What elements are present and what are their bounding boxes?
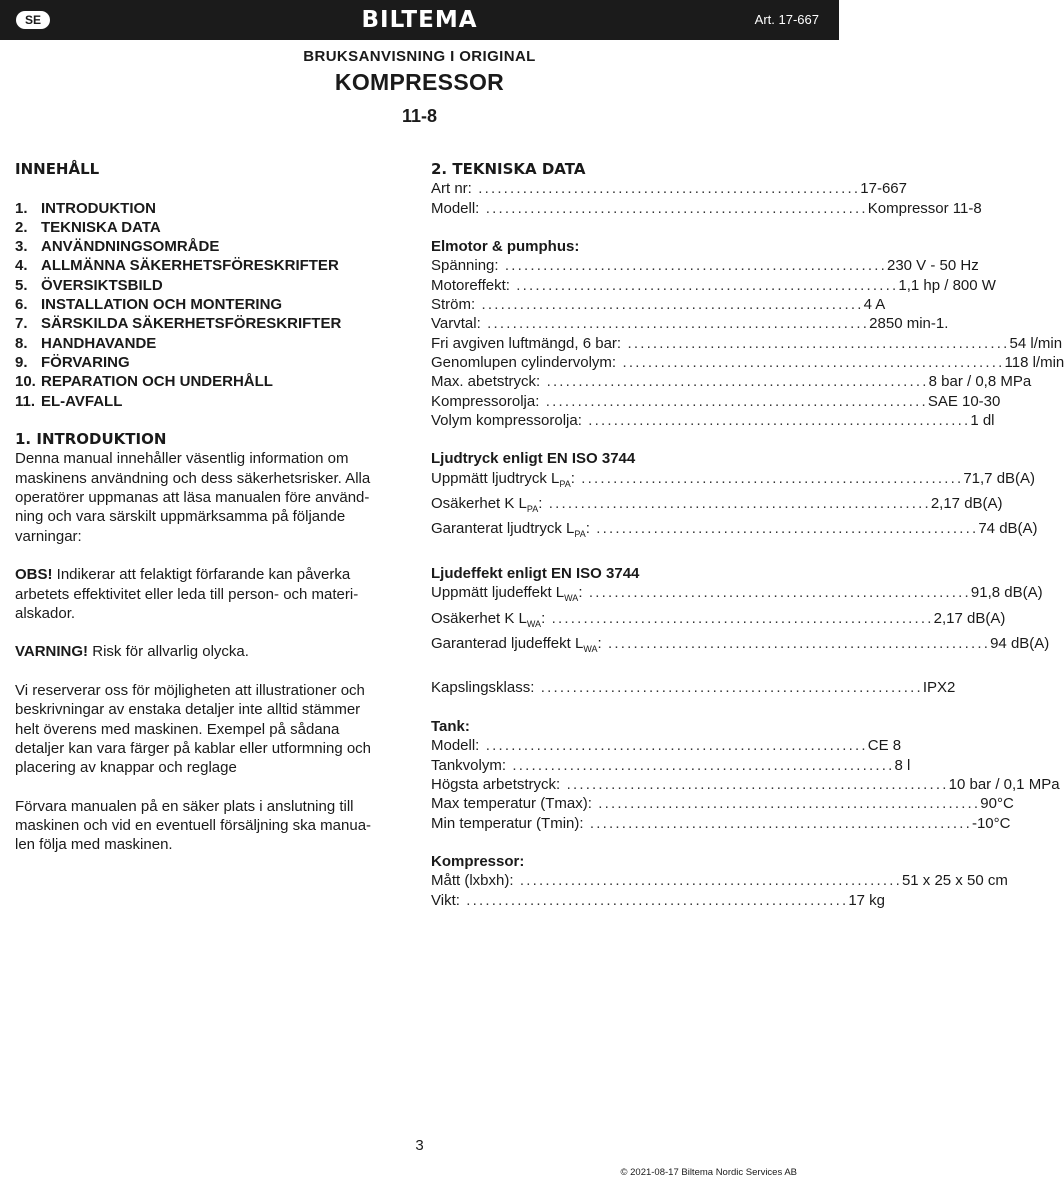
spec-label: [431, 276, 510, 295]
leader-dots: ............................................................: [513, 872, 902, 890]
toc-label: TEKNISKA DATA: [41, 218, 161, 236]
leader-dots: ............................................................: [480, 315, 870, 333]
toc-number: 3.: [15, 238, 28, 256]
toc-number: 2.: [15, 218, 28, 236]
document-model: 11-8: [401, 106, 438, 126]
spec-value: 90°C: [980, 795, 1014, 813]
spec-row: [431, 295, 886, 314]
spec-row: [431, 794, 1014, 813]
spec-row: [431, 353, 1064, 372]
text-line: helt överens med maskinen. Exempel på sådana: [15, 720, 340, 738]
spec-value: 4 A: [863, 296, 886, 314]
leader-dots: ............................................................: [581, 411, 971, 429]
spec-label: [431, 295, 475, 314]
spec-label-subscript: PA: [574, 529, 586, 540]
spec-label: [431, 411, 582, 430]
leader-dots: ............................................................: [589, 520, 979, 538]
leader-dots: ............................................................: [560, 775, 949, 793]
spec-label-text: Osäkerhet K L: [431, 495, 527, 513]
spec-label: [431, 372, 540, 391]
spec-value: 54 l/min: [1009, 334, 1063, 352]
spec-row: [431, 814, 1011, 833]
sound-power-heading: Ljudeffekt enligt EN ISO 3744: [431, 564, 640, 582]
leader-dots: ............................................................: [616, 353, 1005, 371]
spec-label: [431, 609, 545, 634]
spec-label-text: Vikt:: [431, 891, 460, 909]
obs-note: [15, 565, 410, 623]
text-line: maskinen och vid en eventuell försäljning ska manua-: [15, 817, 372, 835]
spec-label: [431, 314, 481, 333]
toc-label: SÄRSKILDA SÄKERHETSFÖRESKRIFTER: [41, 315, 342, 333]
spec-label-text: Art nr:: [431, 180, 472, 198]
spec-row: [431, 494, 1003, 519]
obs-text: arbetets effektivitet eller leda till person- och materi-: [15, 585, 359, 603]
toc-label: INTRODUKTION: [41, 199, 156, 217]
compressor-heading: Kompressor:: [431, 853, 525, 871]
leader-dots: ............................................................: [542, 495, 931, 513]
spec-label: [431, 775, 560, 794]
toc-label: ÖVERSIKTSBILD: [41, 276, 163, 294]
spec-row: [431, 609, 1006, 634]
brand-logo: BILTEMA: [361, 7, 478, 33]
spec-value: 91,8 dB(A): [970, 584, 1043, 602]
spec-row: [431, 871, 1008, 890]
spec-label-text: Spänning:: [431, 257, 499, 275]
spec-row: [431, 756, 911, 775]
toc-number: 9.: [15, 353, 28, 371]
leader-dots: ............................................................: [545, 609, 934, 627]
leader-dots: ............................................................: [539, 392, 928, 410]
leader-dots: ............................................................: [479, 737, 868, 755]
document-subtitle: BRUKSANVISNING I ORIGINAL: [303, 48, 536, 65]
spec-label: [431, 891, 460, 910]
toc-item: [15, 392, 410, 411]
spec-label-text: Högsta arbetstryck:: [431, 775, 561, 793]
toc-item: [15, 353, 410, 372]
spec-value: CE 8: [867, 737, 902, 755]
toc-label: ALLMÄNNA SÄKERHETSFÖRESKRIFTER: [41, 257, 339, 275]
spec-row: [431, 891, 886, 910]
spec-value: 51 x 25 x 50 cm: [901, 872, 1008, 890]
toc-number: 6.: [15, 296, 28, 314]
leader-dots: ............................................................: [540, 373, 929, 391]
leader-dots: ............................................................: [471, 180, 861, 198]
spec-row: [431, 334, 1063, 353]
leader-dots: ............................................................: [621, 334, 1010, 352]
spec-row: [431, 372, 1032, 391]
spec-label-colon: :: [585, 520, 590, 538]
obs-text: Indikerar att felaktigt förfarande kan påverka: [52, 566, 351, 584]
text-line: Förvara manualen på en säker plats i anslutning till: [15, 797, 354, 815]
toc-item: [15, 372, 410, 391]
obs-text: alskador.: [15, 604, 76, 622]
leader-dots: ............................................................: [591, 795, 981, 813]
spec-label-subscript: PA: [526, 504, 539, 515]
toc-item: [15, 295, 410, 314]
spec-row: [431, 775, 1060, 794]
spec-label-text: Uppmätt ljudeffekt L: [431, 584, 565, 602]
spec-row: [431, 519, 1038, 544]
spec-row: [431, 276, 996, 295]
warning-text: Risk för allvarlig olycka.: [88, 643, 249, 661]
spec-label-text: Kompressorolja:: [431, 392, 540, 410]
spec-group-sound-pressure: [431, 469, 1038, 545]
spec-label-subscript: WA: [564, 593, 579, 604]
spec-label: [431, 334, 621, 353]
left-column: [15, 160, 410, 855]
spec-value: 17 kg: [848, 891, 886, 909]
spec-value: SAE 10-30: [927, 392, 1001, 410]
warning-note: [15, 642, 410, 661]
spec-value: -10°C: [971, 814, 1011, 832]
text-line: placering av knappar och reglage: [15, 759, 237, 777]
toc-item: [15, 314, 410, 333]
spec-value: 74 dB(A): [978, 520, 1038, 538]
spec-group-general: [431, 179, 982, 218]
toc-number: 1.: [15, 199, 28, 217]
spec-value: 10 bar / 0,1 MPa: [948, 775, 1060, 793]
spec-label-text: Max. abetstryck:: [431, 373, 541, 391]
page-number: 3: [415, 1137, 424, 1154]
toc-label: EL-AVFALL: [41, 392, 123, 410]
motor-heading: Elmotor & pumphus:: [431, 238, 580, 256]
spec-value: Kompressor 11-8: [867, 199, 982, 217]
spec-label: [431, 392, 539, 411]
spec-label-text: Volym kompressorolja:: [431, 411, 582, 429]
toc-item: [15, 199, 410, 218]
toc-list: [15, 199, 410, 411]
spec-label: [431, 756, 506, 775]
spec-group-compressor: [431, 871, 1008, 910]
spec-value: 94 dB(A): [990, 634, 1050, 652]
spec-label-text: Modell:: [431, 199, 480, 217]
spec-label: [431, 353, 616, 372]
toc-number: 5.: [15, 276, 28, 294]
leader-dots: ............................................................: [534, 679, 923, 697]
leader-dots: ............................................................: [498, 257, 887, 275]
spec-value: 2,17 dB(A): [933, 609, 1006, 627]
spec-label-text: Genomlupen cylindervolym:: [431, 353, 617, 371]
spec-label-text: Min temperatur (Tmin):: [431, 814, 584, 832]
spec-label-colon: :: [541, 609, 546, 627]
spec-value: 118 l/min: [1004, 353, 1064, 371]
toc-heading: INNEHÅLL: [15, 160, 100, 178]
intro-heading: 1. INTRODUKTION: [15, 430, 167, 449]
spec-row: [431, 199, 982, 218]
spec-row: [431, 256, 979, 275]
spec-label-text: Max temperatur (Tmax):: [431, 795, 592, 813]
spec-label-subscript: WA: [583, 643, 598, 654]
leader-dots: ............................................................: [582, 584, 971, 602]
spec-value: 1,1 hp / 800 W: [898, 276, 996, 294]
spec-label-text: Tankvolym:: [431, 756, 507, 774]
spec-label: [431, 179, 472, 198]
sound-pressure-heading: Ljudtryck enligt EN ISO 3744: [431, 450, 636, 468]
storage-paragraph: [15, 797, 410, 855]
spec-row: [431, 179, 907, 198]
language-badge: SE: [16, 11, 50, 29]
spec-label-text: Varvtal:: [431, 315, 481, 333]
spec-label-colon: :: [538, 495, 543, 513]
spec-value: 2,17 dB(A): [930, 495, 1003, 513]
spec-value: 230 V - 50 Hz: [886, 257, 979, 275]
spec-label-text: Modell:: [431, 737, 480, 755]
spec-label-subscript: WA: [526, 618, 542, 629]
spec-label: [431, 519, 590, 544]
toc-label: INSTALLATION OCH MONTERING: [41, 296, 283, 314]
toc-item: [15, 237, 410, 256]
toc-item: [15, 218, 410, 237]
spec-value: 8 l: [894, 756, 911, 774]
toc-number: 7.: [15, 315, 28, 333]
intro-paragraph: [15, 449, 410, 545]
toc-number: 11.: [15, 392, 36, 410]
toc-item: [15, 334, 410, 353]
spec-label-colon: :: [597, 634, 602, 652]
toc-item: [15, 256, 410, 275]
spec-label: Kapslingsklass:: [431, 679, 535, 697]
toc-label: ANVÄNDNINGSOMRÅDE: [41, 238, 220, 256]
spec-label: [431, 494, 542, 519]
disclaimer-paragraph: [15, 681, 410, 777]
leader-dots: ............................................................: [509, 276, 899, 294]
toc-label: FÖRVARING: [41, 353, 130, 371]
toc-item: [15, 276, 410, 295]
leader-dots: ............................................................: [475, 296, 864, 314]
obs-label: OBS!: [15, 566, 53, 584]
toc-label: REPARATION OCH UNDERHÅLL: [41, 373, 273, 391]
spec-row-ip: [431, 678, 956, 697]
spec-label: [431, 814, 584, 833]
toc-label: HANDHAVANDE: [41, 334, 157, 352]
spec-label-text: Uppmätt ljudtryck L: [431, 469, 560, 487]
spec-label-text: Mått (lxbxh):: [431, 872, 514, 890]
header-bar: [0, 0, 839, 40]
leader-dots: ............................................................: [601, 634, 991, 652]
text-line: maskinens användning och dess säkerhetsrisker. Alla: [15, 469, 371, 487]
leader-dots: ............................................................: [479, 199, 868, 217]
spec-value: IPX2: [922, 679, 956, 697]
leader-dots: ............................................................: [459, 891, 849, 909]
spec-value: 2850 min-1.: [869, 315, 949, 333]
spec-label: [431, 736, 479, 755]
spec-label-text: Ström:: [431, 296, 476, 314]
text-line: Vi reserverar oss för möjligheten att illustrationer och: [15, 682, 365, 700]
spec-value: 71,7 dB(A): [963, 469, 1036, 487]
spec-label-text: Osäkerhet K L: [431, 609, 527, 627]
spec-label: [431, 634, 602, 659]
spec-label-text: Motoreffekt:: [431, 276, 510, 294]
spec-label-colon: :: [570, 469, 575, 487]
spec-label-text: Fri avgiven luftmängd, 6 bar:: [431, 334, 622, 352]
toc-number: 8.: [15, 334, 28, 352]
leader-dots: ............................................................: [506, 756, 895, 774]
spec-group-tank: [431, 736, 1060, 832]
text-line: operatörer uppmanas att läsa manualen före använd-: [15, 489, 370, 507]
spec-label-text: Garanterad ljudeffekt L: [431, 634, 584, 652]
text-line: len följa med maskinen.: [15, 836, 173, 854]
tank-heading: Tank:: [431, 718, 470, 736]
copyright: © 2021-08-17 Biltema Nordic Services AB: [620, 1167, 797, 1178]
text-line: beskrivningar av enstaka detaljer inte alltid stämmer: [15, 701, 361, 719]
leader-dots: ............................................................: [574, 469, 964, 487]
spec-row: [431, 314, 949, 333]
spec-group-motor: [431, 256, 1064, 430]
text-line: detaljer kan vara färger på kablar eller utformning och: [15, 739, 372, 757]
toc-number: 4.: [15, 257, 28, 275]
right-column: [431, 160, 1064, 910]
spec-row: [431, 392, 1001, 411]
toc-number: 10.: [15, 373, 36, 391]
spec-label: [431, 794, 592, 813]
spec-row: [431, 634, 1050, 659]
spec-label: [431, 256, 499, 275]
spec-label-subscript: PA: [559, 478, 571, 489]
text-line: varningar:: [15, 527, 82, 545]
spec-row: [431, 583, 1043, 608]
spec-label-text: Garanterat ljudtryck L: [431, 520, 575, 538]
spec-label-colon: :: [578, 584, 583, 602]
spec-row: [431, 469, 1036, 494]
spec-group-sound-power: [431, 583, 1050, 659]
text-line: ning och vara särskilt uppmärksamma på följande: [15, 508, 346, 526]
spec-label: [431, 199, 479, 218]
leader-dots: ............................................................: [583, 814, 972, 832]
text-line: Denna manual innehåller väsentlig information om: [15, 450, 349, 468]
spec-row: [431, 736, 902, 755]
spec-value: 1 dl: [970, 411, 995, 429]
spec-label: [431, 583, 582, 608]
tech-heading: 2. TEKNISKA DATA: [431, 160, 586, 178]
document-title: KOMPRESSOR: [334, 69, 505, 95]
warning-label: VARNING!: [15, 643, 89, 661]
spec-label: [431, 469, 575, 494]
spec-label: [431, 871, 514, 890]
spec-value: 8 bar / 0,8 MPa: [928, 373, 1032, 391]
spec-value: 17-667: [860, 180, 907, 198]
article-number: Art. 17-667: [754, 12, 819, 27]
spec-row: [431, 411, 995, 430]
